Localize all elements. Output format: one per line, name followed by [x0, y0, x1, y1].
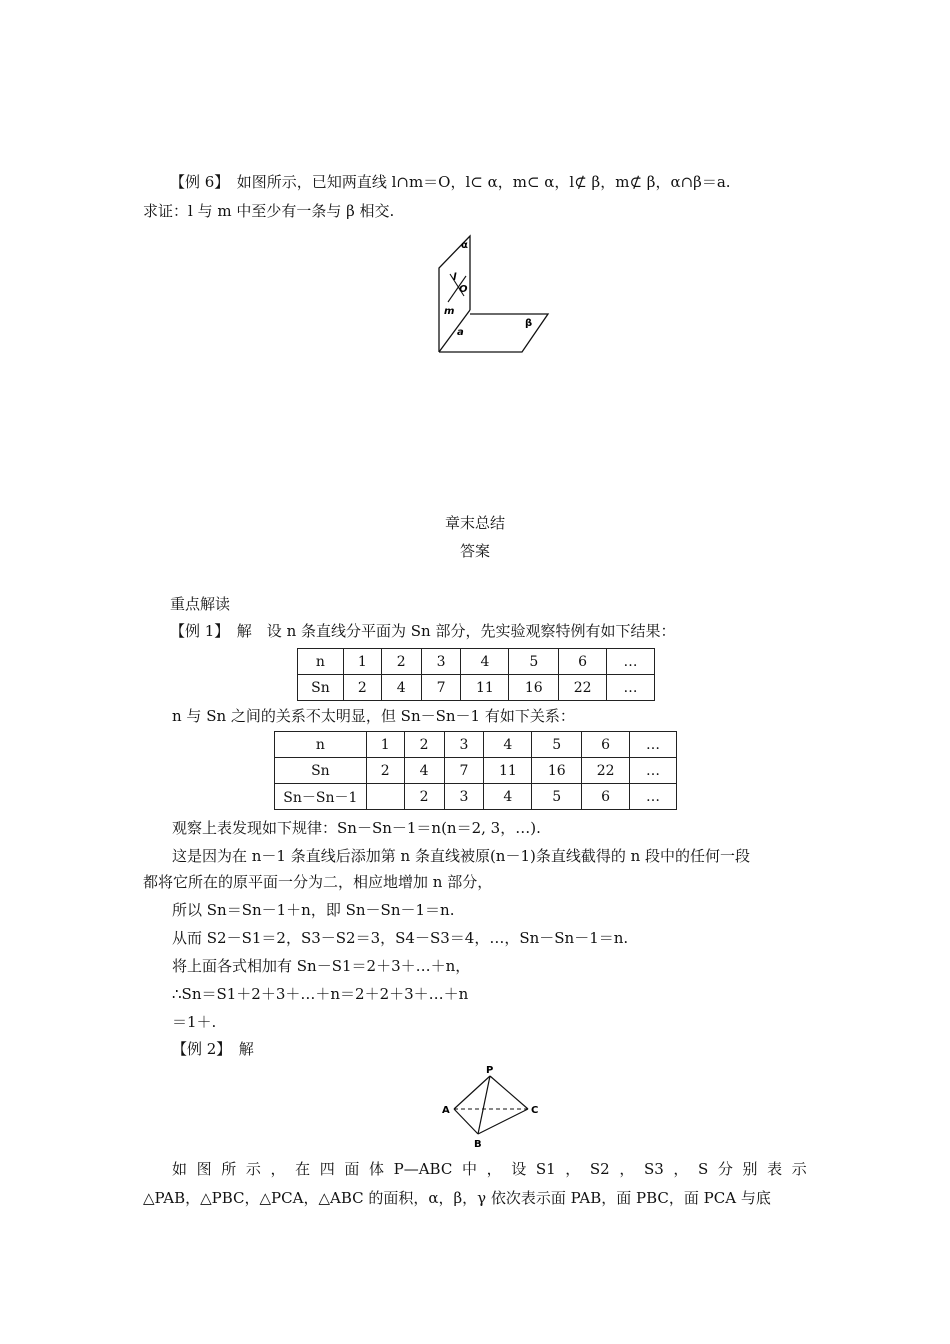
result-line: ∴Sn＝S1＋2＋3＋…＋n＝2＋2＋3＋…＋n: [172, 985, 469, 1003]
table-cell: 11: [461, 675, 509, 701]
label-C: C: [531, 1105, 539, 1116]
table-cell: 1: [366, 732, 404, 758]
table-row: [275, 732, 677, 758]
example6-statement: 【例 6】 如图所示，已知两直线 l∩m＝O，l⊂ α，m⊂ α，l⊄ β，m⊄ β，α∩β＝a.: [170, 173, 731, 191]
table-cell: 6: [582, 732, 630, 758]
example6-prove: 求证：l 与 m 中至少有一条与 β 相交.: [143, 202, 395, 220]
table-cell: 4: [484, 732, 532, 758]
table-cell: [366, 784, 404, 810]
text-token: 如: [172, 1160, 188, 1178]
table-cell: 7: [444, 758, 484, 784]
text-token: 所: [221, 1160, 237, 1178]
text-token: ，: [486, 1160, 502, 1178]
label-O: O: [459, 284, 468, 295]
text-token: 四: [319, 1160, 335, 1178]
differences-line: 从而 S2－S1＝2，S3－S2＝3，S4－S3＝4，…，Sn－Sn－1＝n.: [172, 929, 629, 947]
table-cell: …: [607, 649, 655, 675]
example2-intro: 【例 2】 解: [172, 1040, 254, 1058]
table-1: [297, 648, 655, 701]
table-row: [298, 675, 655, 701]
text-token: 体: [369, 1160, 385, 1178]
result-line-2: ＝1＋.: [172, 1013, 217, 1031]
table-cell: 4: [461, 649, 509, 675]
section-subtitle: 答案: [459, 542, 490, 560]
table-cell: 2: [343, 675, 381, 701]
label-l: l: [453, 272, 457, 283]
text-token: S: [698, 1160, 709, 1178]
table-cell: 4: [381, 675, 421, 701]
text-token: S3: [643, 1160, 664, 1178]
planes-figure: [430, 228, 560, 356]
text-token: 设: [511, 1160, 527, 1178]
label-alpha: α: [461, 240, 468, 251]
observation-line: 观察上表发现如下规律：Sn－Sn－1＝n(n＝2, 3，…).: [172, 819, 541, 837]
text-token: 图: [196, 1160, 212, 1178]
label-A: A: [442, 1105, 450, 1116]
row-header-cell: n: [298, 649, 344, 675]
relation-text: n 与 Sn 之间的关系不太明显，但 Sn－Sn－1 有如下关系：: [172, 707, 575, 725]
tetrahedron-figure: [438, 1064, 548, 1150]
text-token: 别: [742, 1160, 758, 1178]
table-cell: 5: [532, 784, 582, 810]
text-token: ，: [673, 1160, 689, 1178]
text-token: S1: [535, 1160, 556, 1178]
table-cell: 4: [404, 758, 444, 784]
table-cell: 16: [532, 758, 582, 784]
example1-intro: 【例 1】 解 设 n 条直线分平面为 Sn 部分，先实验观察特例有如下结果：: [170, 622, 676, 640]
table-cell: 3: [421, 649, 461, 675]
reason-line-2: 都将它所在的原平面一分为二，相应地增加 n 部分，: [143, 873, 493, 891]
text-token: ，: [619, 1160, 635, 1178]
sum-line: 将上面各式相加有 Sn－S1＝2＋3＋…＋n，: [172, 957, 471, 975]
table-cell: 2: [381, 649, 421, 675]
table-cell: 2: [366, 758, 404, 784]
text-token: 示: [245, 1160, 261, 1178]
table-cell: 5: [509, 649, 559, 675]
label-B: B: [474, 1139, 482, 1150]
text-token: 面: [344, 1160, 360, 1178]
label-a: a: [457, 327, 464, 338]
text-token: ，: [270, 1160, 286, 1178]
text-token: 示: [791, 1160, 807, 1178]
table-cell: …: [630, 758, 677, 784]
table-row: [275, 758, 677, 784]
label-m: m: [444, 306, 455, 317]
table-cell: …: [630, 784, 677, 810]
label-beta: β: [525, 318, 533, 329]
table-cell: 11: [484, 758, 532, 784]
table-cell: 2: [404, 784, 444, 810]
reason-line-1: 这是因为在 n－1 条直线后添加第 n 条直线被原(n－1)条直线截得的 n 段中的任何一段: [172, 847, 751, 865]
table-cell: 16: [509, 675, 559, 701]
table-cell: 4: [484, 784, 532, 810]
text-token: 分: [717, 1160, 733, 1178]
table-cell: 22: [559, 675, 607, 701]
therefore-line: 所以 Sn＝Sn－1＋n，即 Sn－Sn－1＝n.: [172, 901, 455, 919]
table-row: [275, 784, 677, 810]
key-points-heading: 重点解读: [170, 595, 231, 613]
final-line-2: △PAB，△PBC，△PCA，△ABC 的面积，α，β，γ 依次表示面 PAB，面 PBC，面 PCA 与底: [143, 1189, 771, 1207]
table-cell: 6: [559, 649, 607, 675]
section-title: 章末总结: [444, 514, 505, 532]
text-token: ，: [565, 1160, 581, 1178]
row-header-cell: n: [275, 732, 367, 758]
row-header-cell: Sn－Sn－1: [275, 784, 367, 810]
table-cell: 6: [582, 784, 630, 810]
table-cell: 5: [532, 732, 582, 758]
table-cell: 3: [444, 784, 484, 810]
table-cell: 2: [404, 732, 444, 758]
table-row: [298, 649, 655, 675]
final-line-1: [172, 1159, 807, 1179]
label-P: P: [486, 1065, 494, 1076]
row-header-cell: Sn: [298, 675, 344, 701]
text-token: 中: [461, 1160, 477, 1178]
text-token: P—ABC: [393, 1160, 453, 1178]
row-header-cell: Sn: [275, 758, 367, 784]
table-cell: 7: [421, 675, 461, 701]
table-cell: …: [607, 675, 655, 701]
text-token: S2: [589, 1160, 610, 1178]
table-cell: 3: [444, 732, 484, 758]
table-cell: 22: [582, 758, 630, 784]
text-token: 表: [767, 1160, 783, 1178]
table-cell: 1: [343, 649, 381, 675]
text-token: 在: [295, 1160, 311, 1178]
table-2: [274, 731, 677, 810]
table-cell: …: [630, 732, 677, 758]
